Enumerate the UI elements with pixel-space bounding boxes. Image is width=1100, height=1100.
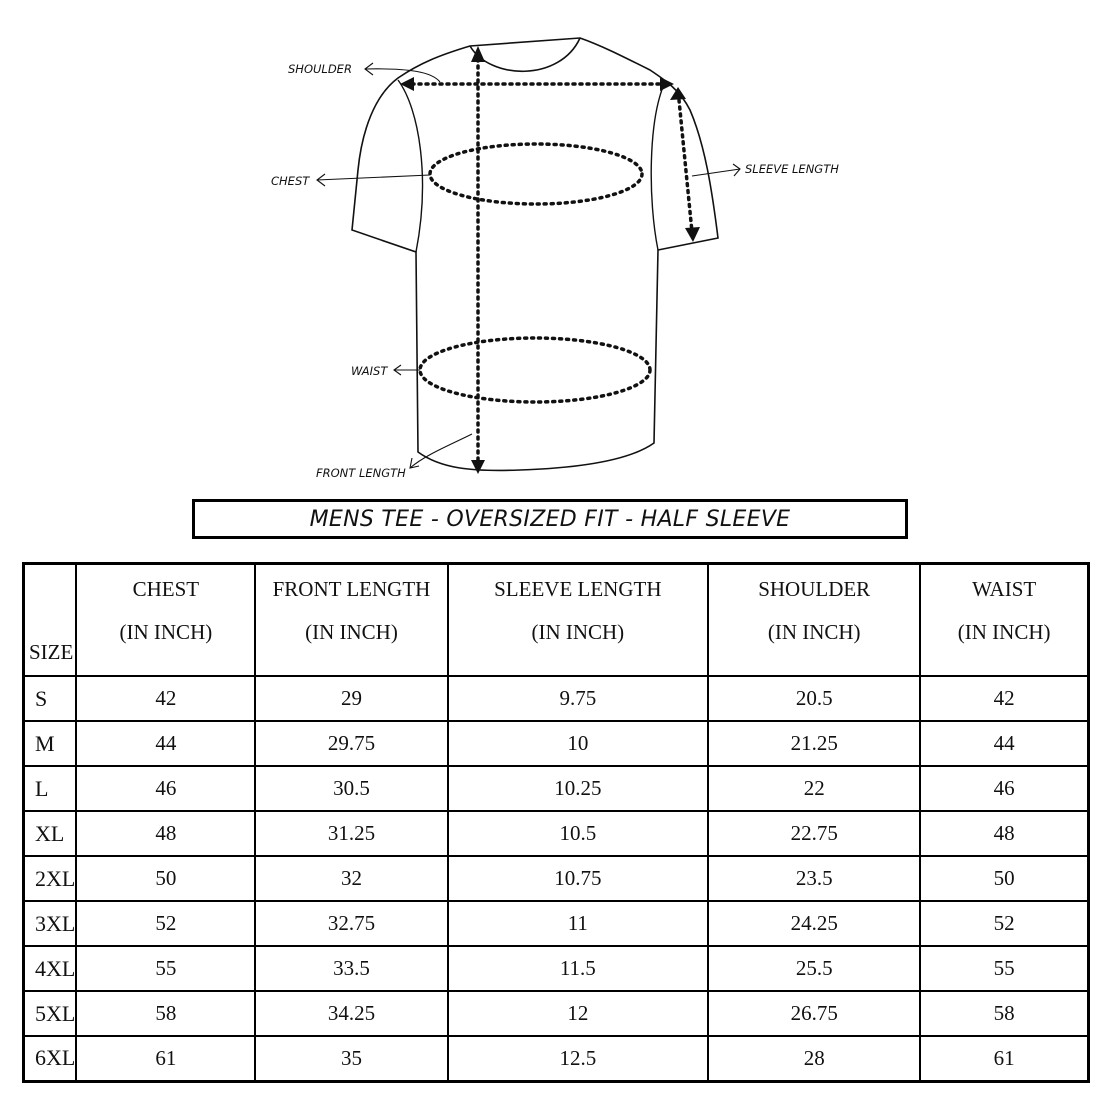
measurement-cell: 10.75 [448,856,709,901]
column-header-front-length [255,564,447,677]
measurement-cell: 58 [920,991,1088,1036]
sleeve-length-label: SLEEVE LENGTH [745,162,839,176]
table-row [24,811,1089,856]
shoulder-right-arrow [660,77,674,91]
front-length-bottom-arrow [471,460,485,474]
column-header-shoulder [708,564,920,677]
chart-title: MENS TEE - OVERSIZED FIT - HALF SLEEVE [192,499,908,539]
measurement-cell: 10.25 [448,766,709,811]
sleeve-top-arrow [670,87,686,100]
measurement-cell: 58 [76,991,255,1036]
tshirt-neckline [470,38,580,71]
measurement-cell: 24.25 [708,901,920,946]
measurement-cell: 61 [920,1036,1088,1081]
table-row [24,901,1089,946]
column-header-unit: (IN INCH) [957,620,1051,644]
measurement-cell: 52 [76,901,255,946]
chest-callout-line [317,175,430,180]
size-column-header: SIZE [24,564,77,677]
table-row [24,721,1089,766]
measurement-cell: 29.75 [255,721,447,766]
chest-dotted-ellipse [430,144,642,204]
column-header-name: SHOULDER [758,577,871,601]
measurement-cell: 22.75 [708,811,920,856]
table-row [24,856,1089,901]
measurement-cell: 28 [708,1036,920,1081]
waist-label: WAIST [351,364,388,378]
size-cell: M [24,721,77,766]
measurement-cell: 32 [255,856,447,901]
measurement-cell: 29 [255,676,447,721]
shoulder-left-arrow [400,77,414,91]
column-header-unit: (IN INCH) [119,620,213,644]
sleeve-bottom-arrow [685,227,700,242]
table-row [24,946,1089,991]
measurement-cell: 55 [920,946,1088,991]
measurement-cell: 10 [448,721,709,766]
left-armhole-seam [398,80,422,252]
size-chart-table [22,562,1090,1083]
measurement-cell: 52 [920,901,1088,946]
column-header-name: CHEST [132,577,200,601]
measurement-cell: 30.5 [255,766,447,811]
front-length-label: FRONT LENGTH [316,466,406,480]
size-cell: S [24,676,77,721]
measurement-cell: 25.5 [708,946,920,991]
measurement-cell: 34.25 [255,991,447,1036]
size-cell: 4XL [24,946,77,991]
column-header-name: FRONT LENGTH [272,577,431,601]
chest-label: CHEST [271,174,310,188]
size-cell: 5XL [24,991,77,1036]
measurement-cell: 20.5 [708,676,920,721]
measurement-cell: 48 [920,811,1088,856]
column-header-waist [920,564,1088,677]
column-header-chest [76,564,255,677]
measurement-cell: 22 [708,766,920,811]
size-cell: XL [24,811,77,856]
table-row [24,1036,1089,1081]
measurement-cell: 11 [448,901,709,946]
measurement-cell: 44 [920,721,1088,766]
tshirt-measurement-diagram [0,0,1100,495]
measurement-cell: 46 [76,766,255,811]
measurement-cell: 23.5 [708,856,920,901]
sleeve-length-dotted-line [679,100,692,232]
column-header-sleeve-length [448,564,709,677]
tshirt-outline [352,38,718,470]
right-armhole-seam [651,82,665,250]
size-cell: 2XL [24,856,77,901]
measurement-cell: 50 [920,856,1088,901]
column-header-unit: (IN INCH) [531,620,625,644]
measurement-cell: 10.5 [448,811,709,856]
sleeve-callout-line [692,169,740,176]
measurement-cell: 33.5 [255,946,447,991]
measurement-cell: 21.25 [708,721,920,766]
column-header-name: SLEEVE LENGTH [494,577,662,601]
measurement-cell: 12 [448,991,709,1036]
column-header-name: WAIST [972,577,1037,601]
measurement-cell: 31.25 [255,811,447,856]
size-cell: 3XL [24,901,77,946]
measurement-cell: 42 [920,676,1088,721]
measurement-cell: 48 [76,811,255,856]
table-body [24,676,1089,1081]
measurement-cell: 26.75 [708,991,920,1036]
measurement-cell: 55 [76,946,255,991]
shoulder-label: SHOULDER [288,62,352,76]
measurement-cell: 35 [255,1036,447,1081]
table-row [24,766,1089,811]
column-header-unit: (IN INCH) [305,620,398,644]
measurement-cell: 61 [76,1036,255,1081]
measurement-cell: 12.5 [448,1036,709,1081]
column-header-unit: (IN INCH) [767,620,861,644]
table-row [24,991,1089,1036]
size-cell: 6XL [24,1036,77,1081]
front-length-top-arrow [471,46,485,62]
size-cell: L [24,766,77,811]
measurement-cell: 9.75 [448,676,709,721]
measurement-cell: 44 [76,721,255,766]
measurement-cell: 42 [76,676,255,721]
waist-dotted-ellipse [420,338,650,402]
measurement-cell: 11.5 [448,946,709,991]
table-row [24,676,1089,721]
table-header-row [24,564,1089,677]
measurement-cell: 46 [920,766,1088,811]
measurement-cell: 32.75 [255,901,447,946]
measurement-cell: 50 [76,856,255,901]
